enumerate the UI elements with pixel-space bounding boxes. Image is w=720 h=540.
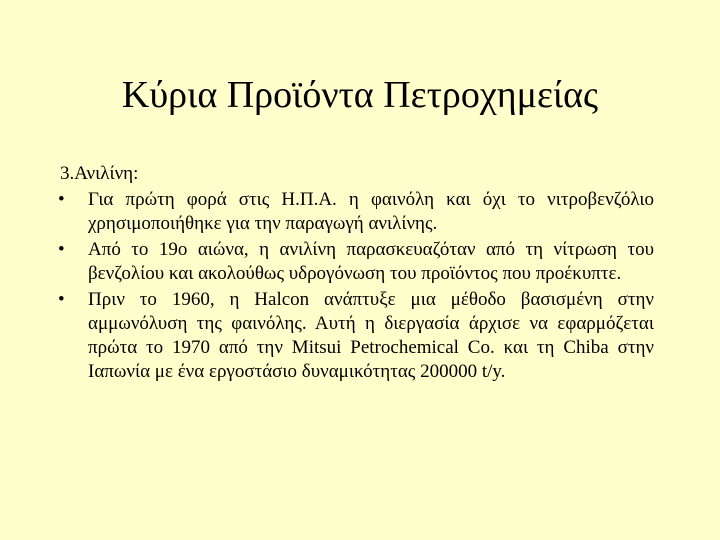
slide-body — [58, 162, 654, 386]
slide-title: Κύρια Προϊόντα Πετροχημείας — [121, 74, 599, 116]
bullet-item — [58, 188, 654, 236]
bullet-text: Πριν το 1960, η Halcon ανάπτυξε μια μέθοδο βασισμένη στην αμμωνόλυση της φαινόλης. Αυτή η διεργασία άρχισε να εφαρμόζεται πρώτα το 1970 από την Mitsui Petrochemical Co. και τη Chiba στην Ιαπωνία με ένα εργοστάσιο δυναμικότητας 200000 t/y. — [88, 289, 654, 382]
bullet-item — [58, 238, 654, 286]
bullet-marker: • — [58, 189, 65, 210]
bullet-marker: • — [58, 239, 65, 260]
bullet-item — [58, 288, 654, 384]
bullet-text: Για πρώτη φορά στις Η.Π.Α. η φαινόλη και όχι το νιτροβενζόλιο χρησιμοποιήθηκε για την παραγωγή ανιλίνης. — [88, 189, 654, 234]
section-heading: 3.Ανιλίνη: — [60, 163, 139, 184]
bullet-text: Από το 19ο αιώνα, η ανιλίνη παρασκευαζόταν από τη νίτρωση του βενζολίου και ακολούθως υδρογόνωση του προϊόντος που προέκυπτε. — [88, 239, 654, 284]
bullet-list — [58, 188, 654, 384]
bullet-marker: • — [58, 289, 65, 310]
